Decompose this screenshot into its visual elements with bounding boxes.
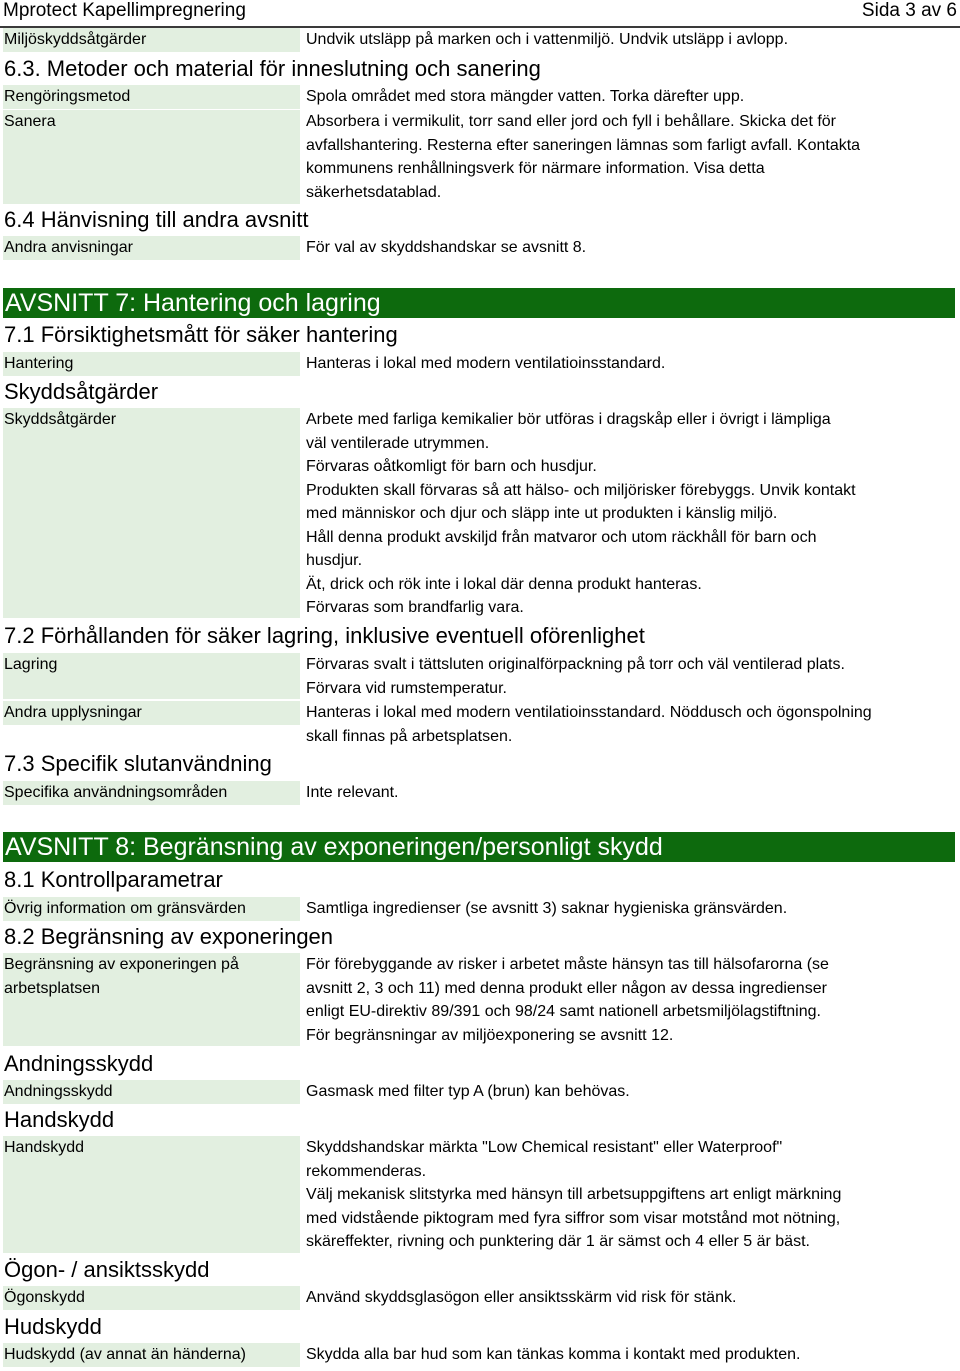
value-skyddsatgarder: Arbete med farliga kemikalier bör utföras i dragskåp eller i övrigt i lämpliga väl ventilerade utrymmen. Förvaras oåtkomligt för barn och husdjur. Produkten skall förvaras så att hälso- och miljörisker förebyggs. Unvik kontakt med människor och djur och släpp inte ut produkten i känslig miljö. Håll denna produkt avskiljd från matvaror och utom räckhåll för barn och husdjur. Ät, drick och rök inte i lokal där denna produkt hanteras. Förvaras som brandfarlig vara. (306, 411, 856, 616)
label-arbetsplatsen: Begränsning av exponeringen på arbetsplatsen (3, 953, 300, 1046)
label-skyddsatgarder: Skyddsåtgärder (3, 408, 300, 618)
value-miljoskydd: Undvik utsläpp på marken och i vattenmiljö. Undvik utsläpp i avlopp. (306, 31, 789, 48)
label-andra-anvisningar: Andra anvisningar (3, 236, 300, 260)
label-ogonskydd: Ögonskydd (3, 1286, 300, 1310)
value-lagring: Förvaras svalt i tättsluten originalförpackning på torr och väl ventilerad plats. Förvara vid rumstemperatur. (306, 656, 845, 697)
section-7-title: AVSNITT 7: Hantering och lagring (3, 288, 955, 318)
value-andningsskydd: Gasmask med filter typ A (brun) kan behövas. (306, 1083, 630, 1100)
label-hudskydd: Hudskydd (av annat än händerna) (3, 1343, 300, 1367)
value-hantering: Hanteras i lokal med modern ventilatioinsstandard. (306, 355, 666, 372)
heading-7-2: 7.2 Förhållanden för säker lagring, inklusive eventuell oförenlighet (4, 623, 645, 648)
value-specifika: Inte relevant. (306, 784, 399, 801)
label-gransvarden: Övrig information om gränsvärden (3, 897, 300, 921)
heading-hudskydd: Hudskydd (4, 1314, 102, 1339)
heading-handskydd: Handskydd (4, 1107, 115, 1132)
label-rengoring: Rengöringsmetod (3, 85, 300, 109)
heading-6-4: 6.4 Hänvisning till andra avsnitt (4, 207, 309, 232)
heading-6-3: 6.3. Metoder och material för inneslutning och sanering (4, 56, 541, 81)
heading-8-2: 8.2 Begränsning av exponeringen (4, 924, 334, 949)
label-hantering: Hantering (3, 352, 300, 376)
value-sanera: Absorbera i vermikulit, torr sand eller jord och fyll i behållare. Skicka det för avfallshantering. Resterna efter saneringen lämnas som farligt avfall. Kontakta kommunens renhållningsverk för närmare information. Visa detta säkerhetsdatablad. (306, 113, 861, 201)
heading-7-1: 7.1 Försiktighetsmått för säker hantering (4, 322, 398, 347)
value-ogonskydd: Använd skyddsglasögon eller ansiktsskärm vid risk för stänk. (306, 1289, 737, 1306)
label-specifika: Specifika användningsområden (3, 781, 300, 805)
label-lagring: Lagring (3, 653, 300, 699)
value-andra-anvisningar: För val av skyddshandskar se avsnitt 8. (306, 239, 587, 256)
page-number: Sida 3 av 6 (861, 0, 957, 21)
page-header (0, 0, 960, 28)
value-gransvarden: Samtliga ingredienser (se avsnitt 3) saknar hygieniska gränsvärden. (306, 900, 788, 917)
value-rengoring: Spola området med stora mängder vatten. Torka därefter upp. (306, 88, 745, 105)
label-miljoskydd: Miljöskyddsåtgärder (3, 28, 300, 52)
heading-skyddsatgarder: Skyddsåtgärder (4, 379, 159, 404)
heading-7-3: 7.3 Specifik slutanvändning (4, 751, 272, 776)
value-hudskydd: Skydda alla bar hud som kan tänkas komma i kontakt med produkten. (306, 1346, 801, 1363)
heading-8-1: 8.1 Kontrollparametrar (4, 867, 223, 892)
document-title: Mprotect Kapellimpregnering (3, 0, 246, 21)
label-handskydd: Handskydd (3, 1136, 300, 1253)
label-sanera: Sanera (3, 110, 300, 204)
label-andningsskydd: Andningsskydd (3, 1080, 300, 1104)
label-andra-upplysningar: Andra upplysningar (3, 701, 300, 725)
value-andra-upplysningar: Hanteras i lokal med modern ventilatioinsstandard. Nöddusch och ögonspolning skall finnas på arbetsplatsen. (306, 704, 872, 745)
heading-ogon-ansiktsskydd: Ögon- / ansiktsskydd (4, 1257, 210, 1282)
section-8-title: AVSNITT 8: Begränsning av exponeringen/personligt skydd (3, 832, 955, 862)
heading-andningsskydd: Andningsskydd (4, 1051, 154, 1076)
value-arbetsplatsen: För förebyggande av risker i arbetet måste hänsyn tas till hälsofarorna (se avsnitt 2, 3 och 11) med denna produkt eller någon av dessa ingredienser enligt EU-direktiv 89/391 och 98/24 samt nationell arbetsmiljölagstiftning. För begränsningar av miljöexponering se avsnitt 12. (306, 956, 829, 1044)
value-handskydd: Skyddshandskar märkta "Low Chemical resistant" eller Waterproof" rekommenderas. Välj mekanisk slitstyrka med hänsyn till arbetsuppgiftens art enligt märkning med vidstående piktogram med fyra siffror som visar motstånd mot nötning, skäreffekter, rivning och punktering där 1 är sämst och 4 eller 5 är bäst. (306, 1139, 842, 1250)
